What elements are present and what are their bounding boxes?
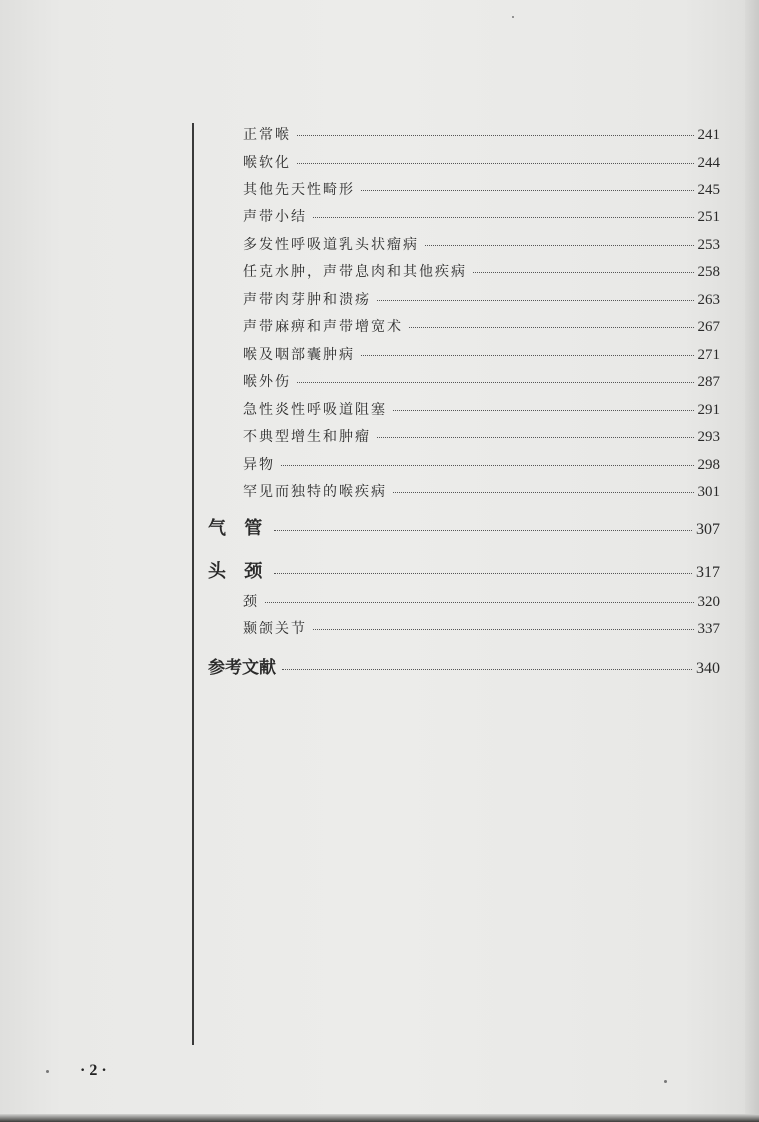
toc-section-title: 气 管 <box>208 518 269 539</box>
toc-entry-page: 267 <box>697 319 720 335</box>
toc-leader-dots <box>409 327 694 328</box>
toc-leader-dots <box>274 573 692 574</box>
toc-leader-dots <box>297 163 694 164</box>
toc-entry-page: 298 <box>697 457 720 473</box>
toc-entry[interactable] <box>243 152 720 172</box>
toc-leader-dots <box>377 437 694 438</box>
toc-section-title: 参考文献 <box>208 658 276 678</box>
toc-leader-dots <box>313 217 694 218</box>
toc-entry-title: 异物 <box>243 457 275 473</box>
toc-leader-dots <box>297 382 694 383</box>
page-bottom-edge <box>0 1114 759 1122</box>
toc-entry-title: 声带肉芽肿和溃疡 <box>243 292 371 308</box>
toc-leader-dots <box>265 602 694 603</box>
toc-entry[interactable] <box>243 206 720 226</box>
toc-entry-title: 急性炎性呼吸道阻塞 <box>243 402 387 418</box>
toc-entry-page: 244 <box>697 155 720 171</box>
toc-entry-title: 罕见而独特的喉疾病 <box>243 484 387 500</box>
toc-entry-title: 声带麻痹和声带增宽术 <box>243 319 403 335</box>
toc-entry[interactable] <box>243 289 720 309</box>
toc-leader-dots <box>393 410 694 411</box>
toc-entry-page: 337 <box>697 621 720 637</box>
toc-leader-dots <box>425 245 694 246</box>
toc-entry-title: 颞颌关节 <box>243 621 307 637</box>
toc-entry[interactable] <box>243 261 720 281</box>
toc-entry-title: 不典型增生和肿瘤 <box>243 429 371 445</box>
toc-entry-page: 258 <box>697 264 720 280</box>
toc-entry-page: 291 <box>697 402 720 418</box>
toc-entry[interactable] <box>243 316 720 336</box>
toc-section[interactable] <box>208 653 720 678</box>
toc-leader-dots <box>473 272 694 273</box>
toc-leader-dots <box>361 190 694 191</box>
toc-section-page: 307 <box>696 521 720 538</box>
toc-section[interactable] <box>208 557 720 583</box>
toc-entry-page: 241 <box>697 127 720 143</box>
toc-entry[interactable] <box>243 234 720 254</box>
scan-speck <box>512 16 514 18</box>
toc-entry[interactable] <box>243 591 720 611</box>
toc-entry[interactable] <box>243 454 720 474</box>
toc-margin-rule <box>192 123 194 1045</box>
scan-speck <box>46 1070 49 1073</box>
toc-entry-page: 251 <box>697 209 720 225</box>
toc-entry-page: 271 <box>697 347 720 363</box>
toc-entry-title: 喉外伤 <box>243 374 291 390</box>
toc-leader-dots <box>393 492 694 493</box>
toc-entry-title: 任克水肿，声带息肉和其他疾病 <box>243 264 467 280</box>
toc-entry-page: 293 <box>697 429 720 445</box>
toc-entry-title: 喉软化 <box>243 155 291 171</box>
toc-entry[interactable] <box>243 344 720 364</box>
toc-leader-dots <box>274 530 692 531</box>
scan-speck <box>664 1080 667 1083</box>
toc-entry[interactable] <box>243 179 720 199</box>
toc-entry[interactable] <box>243 399 720 419</box>
toc-entry-page: 245 <box>697 182 720 198</box>
toc-leader-dots <box>297 135 694 136</box>
toc-entry-page: 253 <box>697 237 720 253</box>
toc-entry[interactable] <box>243 371 720 391</box>
toc-section-page: 340 <box>696 660 720 677</box>
toc-entry-title: 喉及咽部囊肿病 <box>243 347 355 363</box>
toc-entry-title: 多发性呼吸道乳头状瘤病 <box>243 237 419 253</box>
toc-entry-title: 声带小结 <box>243 209 307 225</box>
toc-entry-page: 287 <box>697 374 720 390</box>
toc-entry-page: 263 <box>697 292 720 308</box>
toc-section-page: 317 <box>696 564 720 581</box>
toc-entry-page: 320 <box>697 594 720 610</box>
toc-entry-title: 正常喉 <box>243 127 291 143</box>
toc-entry[interactable] <box>243 618 720 638</box>
toc-entry-title: 其他先天性畸形 <box>243 182 355 198</box>
toc-leader-dots <box>377 300 694 301</box>
page-number: · 2 · <box>80 1062 107 1079</box>
toc-entry[interactable] <box>243 426 720 446</box>
toc-section[interactable] <box>208 514 720 540</box>
page-right-edge <box>745 0 759 1122</box>
toc-leader-dots <box>361 355 694 356</box>
toc-entry-title: 颈 <box>243 594 259 610</box>
toc-leader-dots <box>281 465 694 466</box>
toc-entry[interactable] <box>243 124 720 144</box>
toc-entry[interactable] <box>243 481 720 501</box>
toc-section-title: 头 颈 <box>208 561 269 582</box>
toc-leader-dots <box>282 669 692 670</box>
toc-entry-page: 301 <box>697 484 720 500</box>
toc-leader-dots <box>313 629 694 630</box>
